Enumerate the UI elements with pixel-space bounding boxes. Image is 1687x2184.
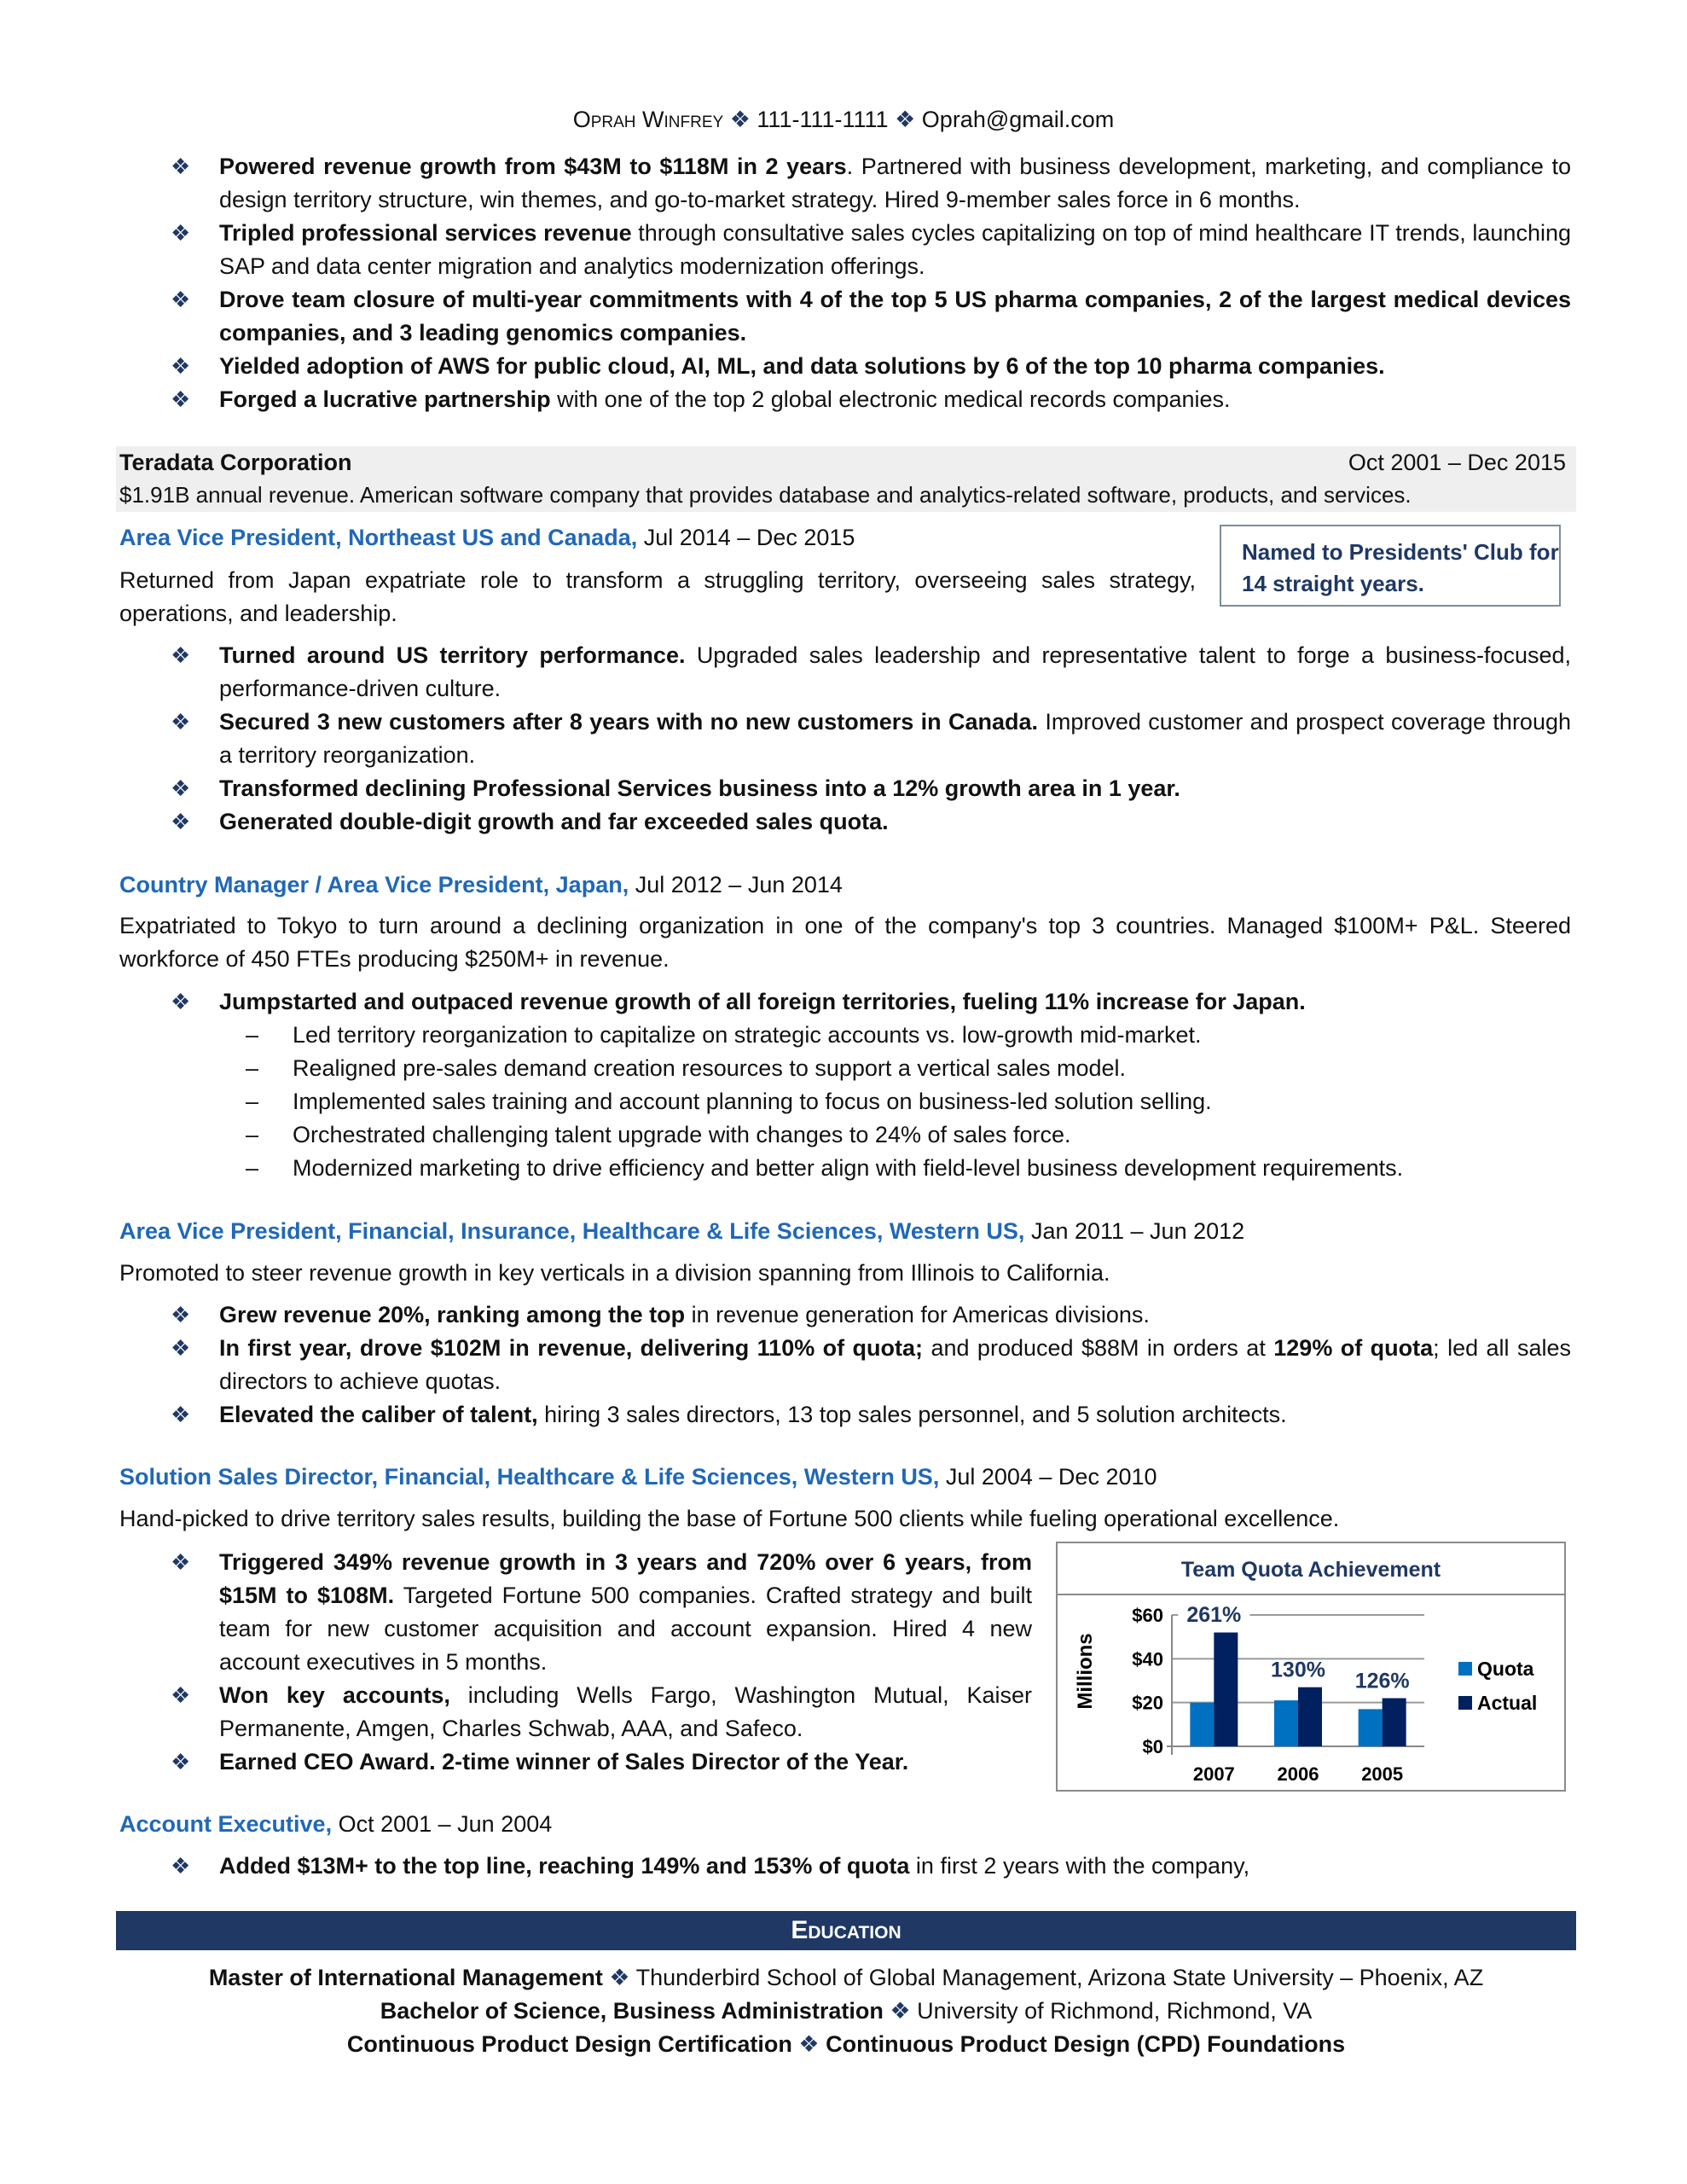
dash-icon: – — [246, 1155, 259, 1181]
role-dates: Jul 2004 – Dec 2010 — [939, 1464, 1157, 1490]
diamond-icon: ❖ — [895, 107, 916, 132]
bullet-text: in first 2 years with the company, — [909, 1853, 1250, 1879]
bullet-item — [119, 1332, 1571, 1398]
diamond-bullet-icon: ❖ — [171, 709, 191, 735]
bullet-highlight: Powered revenue growth from $43M to $118M in 2 years — [219, 154, 847, 179]
bullet-highlight: Added $13M+ to the top line, reaching 149% and 153% of quota — [219, 1853, 910, 1879]
contact-header — [0, 103, 1687, 136]
bullet-item — [119, 283, 1571, 350]
degree: Bachelor of Science, Business Administration — [380, 1998, 884, 2024]
diamond-icon: ❖ — [798, 2031, 820, 2057]
name: Oprah Winfrey — [572, 107, 724, 132]
diamond-bullet-icon: ❖ — [171, 1402, 191, 1427]
role-title — [119, 1215, 1571, 1248]
diamond-bullet-icon: ❖ — [171, 1749, 191, 1774]
diamond-bullet-icon: ❖ — [171, 775, 191, 801]
institution: Thunderbird School of Global Management, Arizona State University – Phoenix, AZ — [635, 1965, 1484, 1990]
legend-label: Actual — [1477, 1692, 1538, 1714]
bullet-highlight: Triggered 349% revenue growth in 3 years and 720% over 6 years, from $15M to $108M. — [219, 1549, 1032, 1608]
legend-label: Quota — [1477, 1658, 1534, 1680]
bar-quota-2007 — [1190, 1703, 1214, 1746]
achievement-label: 130% — [1271, 1658, 1325, 1682]
bullet-item — [119, 1745, 1032, 1779]
achievement-label: 126% — [1354, 1669, 1410, 1693]
top-bullets — [119, 150, 1571, 416]
bullet-highlight: Secured 3 new customers after 8 years with no new customers in Canada. — [219, 709, 1039, 735]
bullet-text: ; led all sales directors to achieve quotas. — [219, 1335, 1572, 1394]
bullet-text: Targeted Fortune 500 companies. Crafted strategy and built team for new customer acquisition and account expansion. Hired 4 new account executives in 5 months. — [219, 1583, 1032, 1675]
legend-swatch-actual — [1458, 1696, 1472, 1710]
bullet-highlight: In first year, drove $102M in revenue, delivering 110% of quota; — [219, 1335, 924, 1361]
bullet-highlight: Forged a lucrative partnership — [219, 386, 551, 412]
role-dates: Oct 2001 – Jun 2004 — [332, 1811, 553, 1837]
role-name: Area Vice President, Northeast US and Canada, — [119, 525, 638, 550]
diamond-bullet-icon: ❖ — [171, 1682, 191, 1708]
diamond-icon: ❖ — [890, 1998, 911, 2024]
bullet-item — [119, 772, 1571, 805]
role-dates: Jul 2014 – Dec 2015 — [637, 525, 855, 550]
bullet-text: Improved customer and prospect coverage through a territory reorganization. — [219, 709, 1571, 768]
diamond-bullet-icon: ❖ — [171, 809, 191, 834]
role-name: Country Manager / Area Vice President, Japan, — [119, 872, 629, 897]
bar-quota-2006 — [1274, 1700, 1298, 1746]
sub-bullet-item — [119, 1118, 1571, 1152]
bullet-highlight: Drove team closure of multi-year commitments with 4 of the top 5 US pharma companies, 2 of the largest medical devices companies, and 3 leading genomics companies. — [219, 287, 1571, 346]
sub-bullet-item — [119, 1152, 1571, 1185]
role-name: Area Vice President, Financial, Insurance, Healthcare & Life Sciences, Western US, — [119, 1218, 1025, 1244]
legend-swatch-quota — [1458, 1662, 1472, 1676]
role-dates: Jul 2012 – Jun 2014 — [629, 872, 843, 897]
y-axis-label: Millions — [1074, 1633, 1097, 1710]
diamond-icon: ❖ — [729, 107, 751, 132]
diamond-bullet-icon: ❖ — [171, 1302, 191, 1327]
role-bullets — [119, 1298, 1571, 1432]
diamond-bullet-icon: ❖ — [171, 1335, 191, 1361]
diamond-bullet-icon: ❖ — [171, 353, 191, 379]
role-description: Returned from Japan expatriate role to transform a struggling territory, overseeing sales strategy, operations, and leadership. — [119, 567, 1196, 626]
role-bullets — [119, 1850, 1571, 1883]
x-tick-label: 2006 — [1277, 1763, 1319, 1785]
role-bullets — [119, 1546, 1032, 1779]
role-name: Solution Sales Director, Financial, Healthcare & Life Sciences, Western US, — [119, 1464, 940, 1490]
bullet-text: Upgraded sales leadership and representative talent to forge a business-focused, performance-driven culture. — [219, 642, 1572, 701]
sub-bullet-text: Implemented sales training and account planning to focus on business-led solution selling. — [293, 1089, 1212, 1114]
bullet-item — [119, 805, 1571, 839]
role-bullets — [119, 985, 1571, 1185]
dash-icon: – — [246, 1122, 259, 1147]
chart-svg — [1058, 1543, 1564, 1790]
sub-bullet-item — [119, 1019, 1571, 1052]
bullet-item — [119, 1679, 1032, 1745]
bullet-highlight: Won key accounts, — [219, 1682, 450, 1708]
bullet-item — [119, 217, 1571, 283]
role-title — [119, 1808, 1571, 1841]
y-tick-label: $0 — [1142, 1736, 1163, 1757]
role-title — [119, 1461, 1571, 1494]
diamond-bullet-icon: ❖ — [171, 1549, 191, 1575]
company-name: Teradata Corporation — [119, 450, 352, 475]
phone: 111-111-1111 — [757, 107, 889, 132]
bullet-item — [119, 1398, 1571, 1432]
bullet-item — [119, 1298, 1571, 1332]
bullet-item — [119, 1850, 1571, 1883]
sub-bullet-text: Led territory reorganization to capitalize on strategic accounts vs. low-growth mid-market. — [293, 1022, 1202, 1048]
bullet-text: including Wells Fargo, Washington Mutual, Kaiser Permanente, Amgen, Charles Schwab, AAA, and Safeco. — [219, 1682, 1032, 1741]
bar-actual-2007 — [1214, 1633, 1238, 1746]
education-entry — [116, 1995, 1576, 2028]
bullet-item — [119, 706, 1571, 772]
bullet-highlight: 129% of quota — [1273, 1335, 1434, 1361]
education-heading: Education — [116, 1911, 1576, 1950]
role-description: Hand-picked to drive territory sales results, building the base of Fortune 500 clients while fueling operational excellence. — [119, 1506, 1340, 1531]
bullet-text: with one of the top 2 global electronic medical records companies. — [550, 386, 1231, 412]
sub-bullet-item — [119, 1052, 1571, 1085]
team-quota-chart — [1056, 1542, 1566, 1792]
diamond-bullet-icon: ❖ — [171, 154, 191, 179]
bullet-text: through consultative sales cycles capitalizing on top of mind healthcare IT trends, launching SAP and data center migration and analytics modernization offerings. — [219, 220, 1571, 279]
bullet-highlight: Grew revenue 20%, ranking among the top — [219, 1302, 686, 1327]
y-tick-label: $40 — [1132, 1648, 1163, 1670]
role-bullets — [119, 639, 1571, 839]
company-dates: Oct 2001 – Dec 2015 — [1348, 450, 1566, 475]
bullet-text: . Partnered with business development, marketing, and compliance to design territory structure, win themes, and go-to-market strategy. Hired 9-member sales force in 6 months. — [219, 154, 1571, 212]
sub-bullet-text: Orchestrated challenging talent upgrade with changes to 24% of sales force. — [293, 1122, 1071, 1147]
sub-bullet-text: Realigned pre-sales demand creation resources to support a vertical sales model. — [293, 1055, 1127, 1081]
bullet-text: in revenue generation for Americas divisions. — [685, 1302, 1150, 1327]
role-title — [119, 521, 1571, 555]
bullet-highlight: Yielded adoption of AWS for public cloud, AI, ML, and data solutions by 6 of the top 10 pharma companies. — [219, 353, 1385, 379]
education-entry — [116, 1961, 1576, 1995]
dash-icon: – — [246, 1055, 259, 1081]
institution: Continuous Product Design (CPD) Foundations — [826, 2031, 1346, 2057]
x-tick-label: 2007 — [1192, 1763, 1235, 1785]
presidents-club-callout: Named to Presidents' Club for 14 straight years. — [1220, 525, 1561, 607]
degree: Continuous Product Design Certification — [346, 2031, 792, 2057]
achievement-label: 261% — [1186, 1603, 1242, 1627]
y-tick-label: $20 — [1132, 1692, 1163, 1714]
bullet-highlight: Transformed declining Professional Services business into a 12% growth area in 1 year. — [219, 775, 1180, 801]
diamond-bullet-icon: ❖ — [171, 1853, 191, 1879]
sub-bullet-text: Modernized marketing to drive efficiency and better align with field-level business development requirements. — [293, 1155, 1404, 1181]
bar-actual-2005 — [1383, 1699, 1406, 1746]
role-title — [119, 868, 1571, 902]
y-tick-label: $60 — [1132, 1605, 1163, 1626]
x-tick-label: 2005 — [1361, 1763, 1404, 1785]
role-dates: Jan 2011 – Jun 2012 — [1024, 1218, 1245, 1244]
diamond-bullet-icon: ❖ — [171, 642, 191, 668]
diamond-bullet-icon: ❖ — [171, 220, 191, 246]
bar-quota-2005 — [1359, 1709, 1383, 1746]
email[interactable]: Oprah@gmail.com — [921, 107, 1115, 132]
bullet-item — [119, 639, 1571, 706]
sub-bullet-item — [119, 1085, 1571, 1118]
bullet-text: hiring 3 sales directors, 13 top sales personnel, and 5 solution architects. — [537, 1402, 1287, 1427]
bullet-highlight: Turned around US territory performance. — [219, 642, 686, 668]
company-bar — [116, 446, 1576, 512]
institution: University of Richmond, Richmond, VA — [917, 1998, 1313, 2024]
diamond-icon: ❖ — [609, 1965, 630, 1990]
bullet-highlight: Jumpstarted and outpaced revenue growth of all foreign territories, fueling 11% increase for Japan. — [219, 989, 1306, 1014]
education-entry — [116, 2028, 1576, 2061]
bullet-highlight: Earned CEO Award. 2-time winner of Sales Director of the Year. — [219, 1749, 909, 1774]
degree: Master of International Management — [208, 1965, 603, 1990]
bullet-item — [119, 985, 1571, 1019]
bar-actual-2006 — [1298, 1687, 1322, 1746]
diamond-bullet-icon: ❖ — [171, 989, 191, 1014]
dash-icon: – — [246, 1022, 259, 1048]
role-name: Account Executive, — [119, 1811, 333, 1837]
company-desc: $1.91B annual revenue. American software company that provides database and analytics-related software, products, and services. — [119, 482, 1412, 508]
bullet-item — [119, 1546, 1032, 1679]
diamond-bullet-icon: ❖ — [171, 386, 191, 412]
bullet-item — [119, 383, 1571, 416]
bullet-highlight: Elevated the caliber of talent, — [219, 1402, 538, 1427]
chart-title: Team Quota Achievement — [1180, 1558, 1441, 1582]
role-description: Promoted to steer revenue growth in key verticals in a division spanning from Illinois to California. — [119, 1260, 1110, 1286]
bullet-highlight: Tripled professional services revenue — [219, 220, 632, 246]
bullet-item — [119, 150, 1571, 217]
bullet-highlight: Generated double-digit growth and far exceeded sales quota. — [219, 809, 889, 834]
dash-icon: – — [246, 1089, 259, 1114]
diamond-bullet-icon: ❖ — [171, 287, 191, 312]
bullet-text: and produced $88M in orders at — [923, 1335, 1274, 1361]
bullet-item — [119, 350, 1571, 383]
role-description: Expatriated to Tokyo to turn around a declining organization in one of the company's top 3 countries. Managed $100M+ P&L. Steered workforce of 450 FTEs producing $250M+ in revenue. — [119, 913, 1571, 972]
